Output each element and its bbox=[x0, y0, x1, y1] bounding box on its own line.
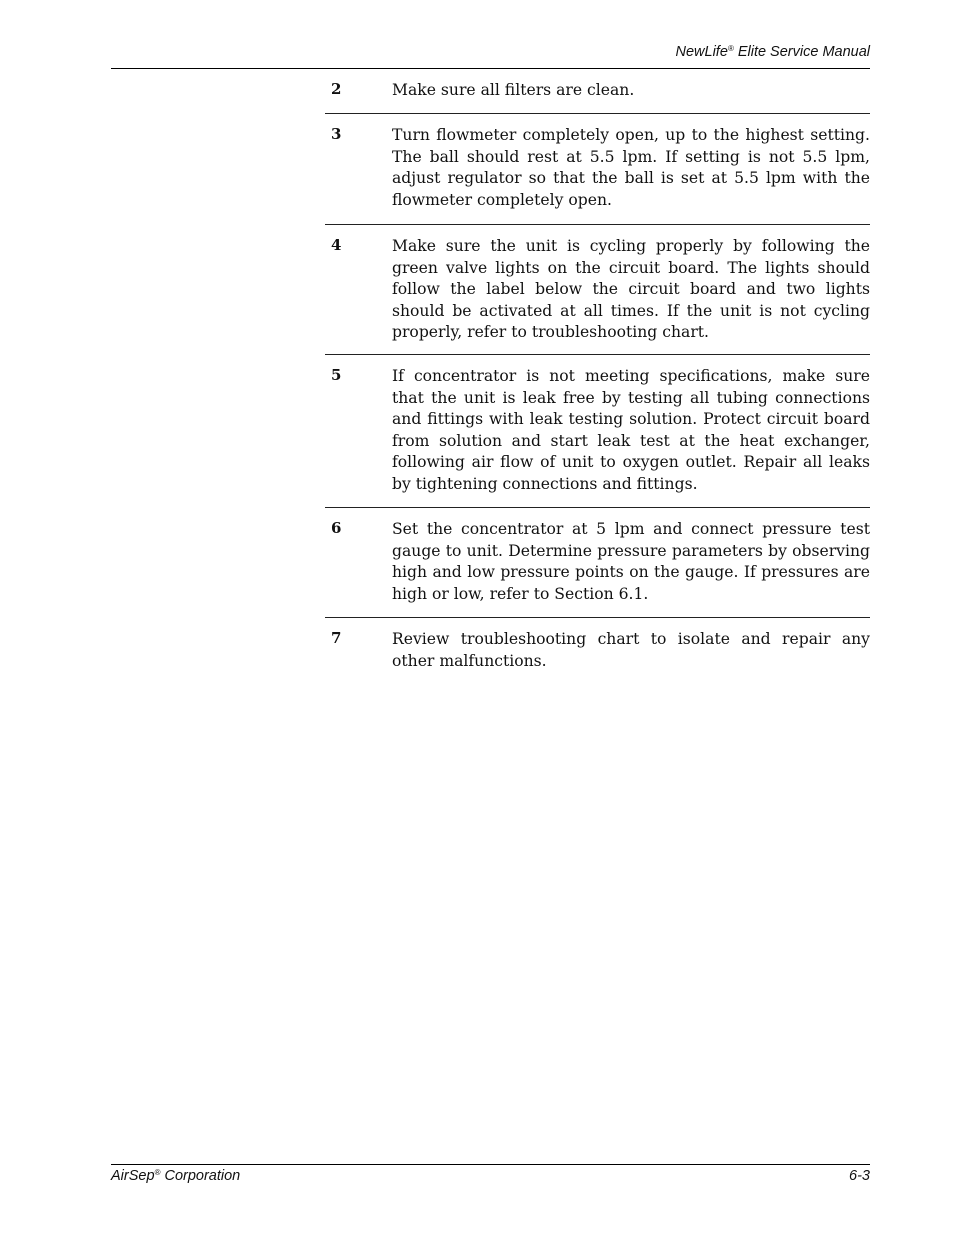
step-item bbox=[325, 508, 870, 617]
footer-company-name: AirSep bbox=[111, 1168, 155, 1184]
step-number: 7 bbox=[331, 629, 342, 647]
step-item bbox=[325, 618, 870, 688]
step-item bbox=[325, 114, 870, 224]
step-text: Make sure the unit is cycling properly by following the green valve lights on the circuit board. The lights should follow the label below the circuit board and two lights should be activated at all times. If the unit is not cycling properly, refer to troubleshooting chart. bbox=[392, 237, 870, 342]
step-item bbox=[325, 225, 870, 354]
step-text: Turn flowmeter completely open, up to the highest setting. The ball should rest at 5.5 lpm. If setting is not 5.5 lpm, adjust regulator so that the ball is set at 5.5 lpm with the flowmeter completely open. bbox=[392, 126, 870, 209]
step-text: If concentrator is not meeting specifications, make sure that the unit is leak free by testing all tubing connections and fittings with leak testing solution. Protect circuit board from solution and start leak test at the heat exchanger, following air flow of unit to oxygen outlet. Repair all leaks by tightening connections and fittings. bbox=[392, 367, 870, 493]
step-number: 2 bbox=[331, 80, 342, 98]
procedure-steps bbox=[325, 69, 870, 688]
footer-registered-mark: ® bbox=[154, 1168, 161, 1177]
step-number: 4 bbox=[331, 236, 342, 254]
step-number: 3 bbox=[331, 125, 342, 143]
header-brand: NewLife bbox=[675, 44, 728, 60]
step-item bbox=[325, 355, 870, 507]
step-number: 5 bbox=[331, 366, 342, 384]
step-text: Review troubleshooting chart to isolate and repair any other malfunctions. bbox=[392, 630, 870, 670]
step-text: Make sure all filters are clean. bbox=[392, 81, 635, 99]
running-header bbox=[676, 44, 871, 60]
step-item bbox=[325, 69, 870, 113]
header-registered-mark: ® bbox=[727, 44, 734, 53]
footer-company bbox=[111, 1168, 240, 1184]
header-title-rest: Elite Service Manual bbox=[733, 44, 870, 60]
page-number: 6-3 bbox=[849, 1168, 870, 1184]
footer-rule bbox=[111, 1164, 870, 1165]
footer-company-rest: Corporation bbox=[160, 1168, 241, 1184]
step-text: Set the concentrator at 5 lpm and connect pressure test gauge to unit. Determine pressure parameters by observing high and low pressure points on the gauge. If pressures are high or low, refer to Section 6.1. bbox=[392, 520, 870, 603]
step-number: 6 bbox=[331, 519, 342, 537]
